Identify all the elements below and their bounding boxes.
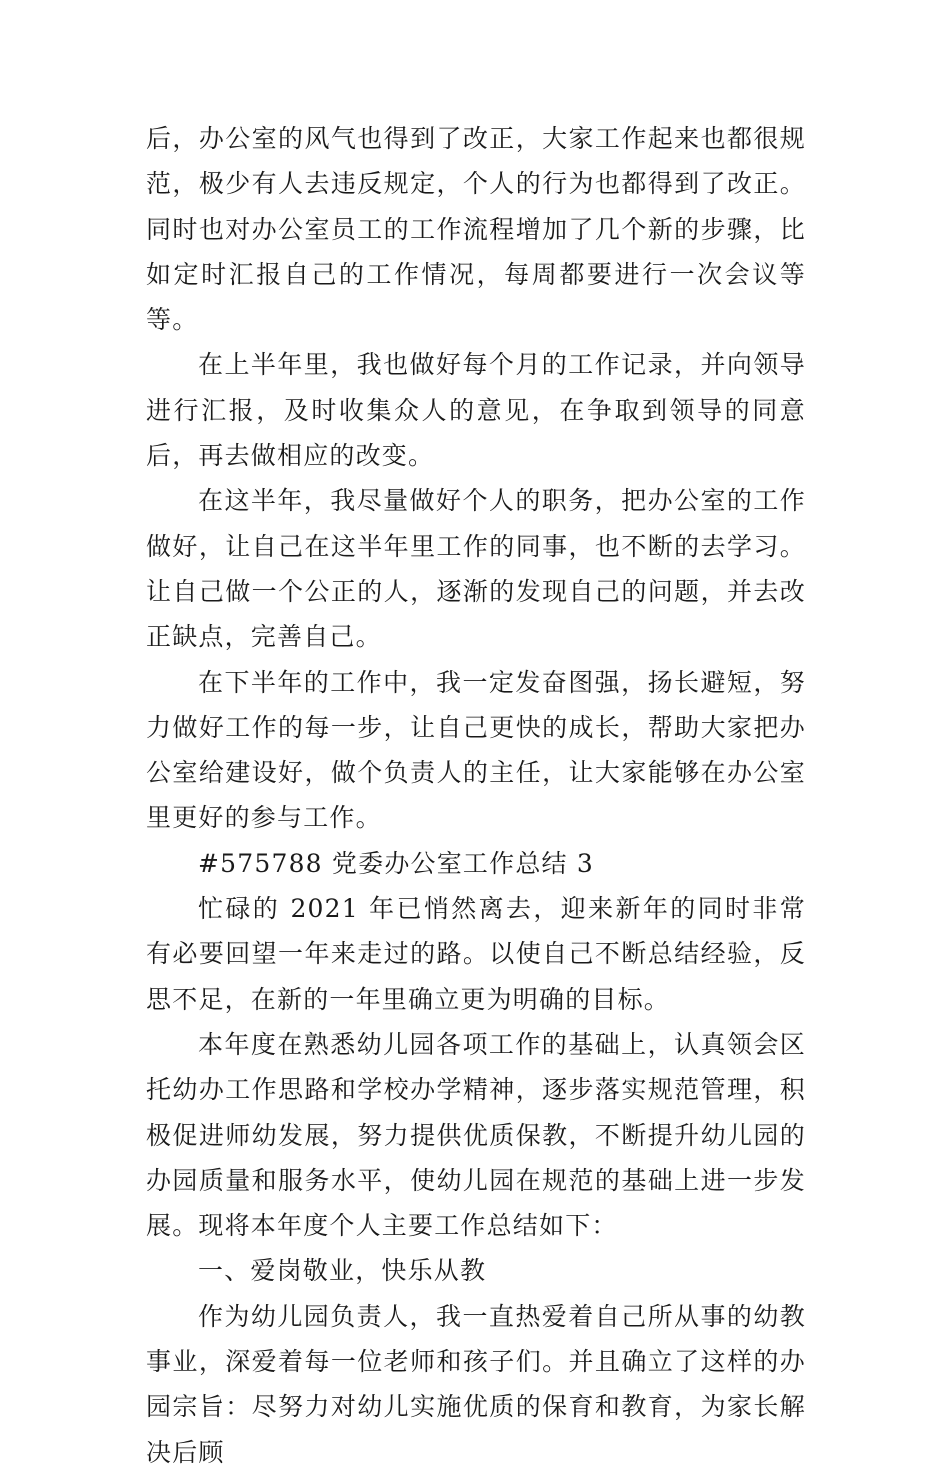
- paragraph-year-review: 忙碌的 2021 年已悄然离去，迎来新年的同时非常有必要回望一年来走过的路。以使自己不断总结经验，反思不足，在新的一年里确立更为明确的目标。: [146, 894, 806, 1014]
- paragraph-continuation: 后，办公室的风气也得到了改正，大家工作起来也都很规范，极少有人去违反规定，个人的行为也都得到了改正。同时也对办公室员工的工作流程增加了几个新的步骤，比如定时汇报自己的工作情况，每周都要进行一次会议等等。: [146, 124, 806, 335]
- paragraph-duties: 在这半年，我尽量做好个人的职务，把办公室的工作做好，让自己在这半年里工作的同事，也不断的去学习。让自己做一个公正的人，逐渐的发现自己的问题，并去改正缺点，完善自己。: [146, 486, 806, 652]
- document-page: [146, 116, 806, 1475]
- paragraph-work-records: 在上半年里，我也做好每个月的工作记录，并向领导进行汇报，及时收集众人的意见，在争取到领导的同意后，再去做相应的改变。: [146, 350, 806, 471]
- paragraph-second-half-plan: 在下半年的工作中，我一定发奋图强，扬长避短，努力做好工作的每一步，让自己更快的成长，帮助大家把办公室给建设好，做个负责人的主任，让大家能够在办公室里更好的参与工作。: [146, 667, 806, 833]
- section-heading: #575788 党委办公室工作总结 3: [198, 848, 594, 878]
- paragraph-dedication: 作为幼儿园负责人，我一直热爱着自己所从事的幼教事业，深爱着每一位老师和孩子们。并且确立了这样的办园宗旨：尽努力对幼儿实施优质的保育和教育，为家长解决后顾: [146, 1301, 806, 1467]
- subsection-heading: 一、爱岗敬业，快乐从教: [198, 1256, 487, 1286]
- paragraph-annual-summary: 本年度在熟悉幼儿园各项工作的基础上，认真领会区托幼办工作思路和学校办学精神，逐步落实规范管理，积极促进师幼发展，努力提供优质保教，不断提升幼儿园的办园质量和服务水平，使幼儿园在规范的基础上进一步发展。现将本年度个人主要工作总结如下：: [146, 1029, 806, 1241]
